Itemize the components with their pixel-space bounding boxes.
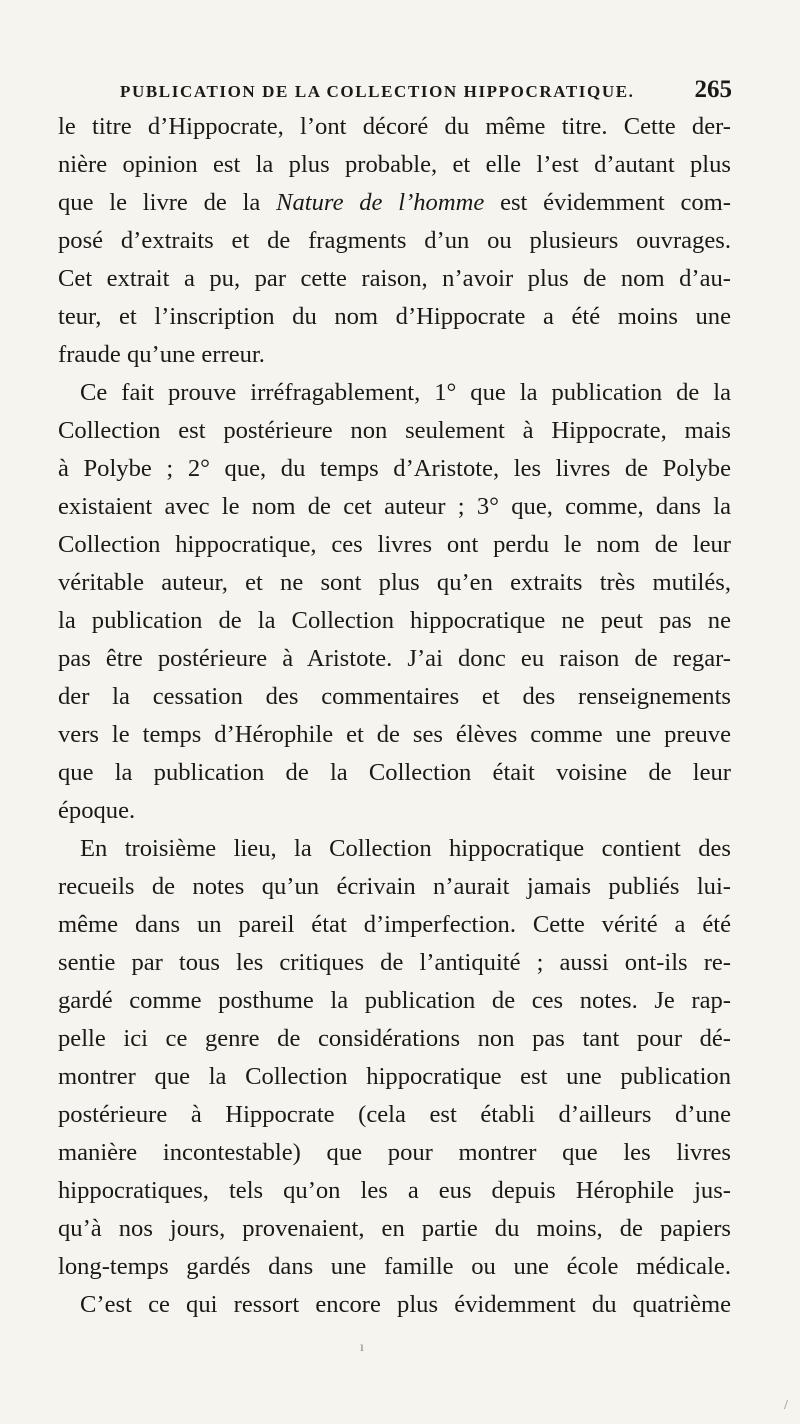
text-line: En troisième lieu, la Collection hippocratique contient des [80, 835, 731, 862]
text-line: sentie par tous les critiques de l’antiquité ; aussi ont-ils re- [58, 949, 731, 976]
text-line: Collection est postérieure non seulement à Hippocrate, mais [58, 417, 731, 444]
text-line: teur, et l’inscription du nom d’Hippocrate a été moins une [58, 303, 731, 330]
running-head [120, 76, 732, 106]
text-line: véritable auteur, et ne sont plus qu’en extraits très mutilés, [58, 569, 731, 596]
text-line: der la cessation des commentaires et des renseignements [58, 683, 731, 710]
text-line: manière incontestable) que pour montrer que les livres [58, 1139, 731, 1166]
text-line: à Polybe ; 2° que, du temps d’Aristote, les livres de Polybe [58, 455, 731, 482]
italic-title: Nature de l’homme [276, 189, 485, 216]
text-line: recueils de notes qu’un écrivain n’aurait jamais publiés lui- [58, 873, 731, 900]
text-line: qu’à nos jours, provenaient, en partie du moins, de papiers [58, 1215, 731, 1242]
text-line: posé d’extraits et de fragments d’un ou plusieurs ouvrages. [58, 227, 731, 254]
text-line: hippocratiques, tels qu’on les a eus depuis Hérophile jus- [58, 1177, 731, 1204]
text-line: époque. [58, 797, 136, 824]
text-line: Cet extrait a pu, par cette raison, n’avoir plus de nom d’au- [58, 265, 731, 292]
text-line: C’est ce qui ressort encore plus évidemment du quatrième [80, 1291, 731, 1318]
paper-speck: ı [360, 1340, 364, 1355]
text-line: vers le temps d’Hérophile et de ses élèves comme une preuve [58, 721, 731, 748]
paper-speck: / [784, 1398, 788, 1413]
text-line: fraude qu’une erreur. [58, 341, 265, 368]
text-line: Ce fait prouve irréfragablement, 1° que la publication de la [80, 379, 731, 406]
text-line: existaient avec le nom de cet auteur ; 3° que, comme, dans la [58, 493, 731, 520]
text-line: pas être postérieure à Aristote. J’ai donc eu raison de regar- [58, 645, 731, 672]
text-line: postérieure à Hippocrate (cela est établi d’ailleurs d’une [58, 1101, 731, 1128]
text-line: gardé comme posthume la publication de ces notes. Je rap- [58, 987, 731, 1014]
running-title: PUBLICATION DE LA COLLECTION HIPPOCRATIQUE. [120, 82, 635, 101]
text-line: pelle ici ce genre de considérations non pas tant pour dé- [58, 1025, 731, 1052]
text-line: montrer que la Collection hippocratique est une publication [58, 1063, 731, 1090]
text-line: que la publication de la Collection était voisine de leur [58, 759, 731, 786]
text-run: que le livre de la [58, 189, 261, 216]
page-number: 265 [694, 76, 732, 103]
text-line: long-temps gardés dans une famille ou une école médicale. [58, 1253, 731, 1280]
text-line: le titre d’Hippocrate, l’ont décoré du même titre. Cette der- [58, 113, 731, 140]
text-line: nière opinion est la plus probable, et elle l’est d’autant plus [58, 151, 731, 178]
text-line: même dans un pareil état d’imperfection. Cette vérité a été [58, 911, 731, 938]
text-line [58, 184, 731, 222]
text-run: est évidemment com- [500, 189, 731, 216]
text-line: la publication de la Collection hippocratique ne peut pas ne [58, 607, 731, 634]
text-line: Collection hippocratique, ces livres ont perdu le nom de leur [58, 531, 731, 558]
